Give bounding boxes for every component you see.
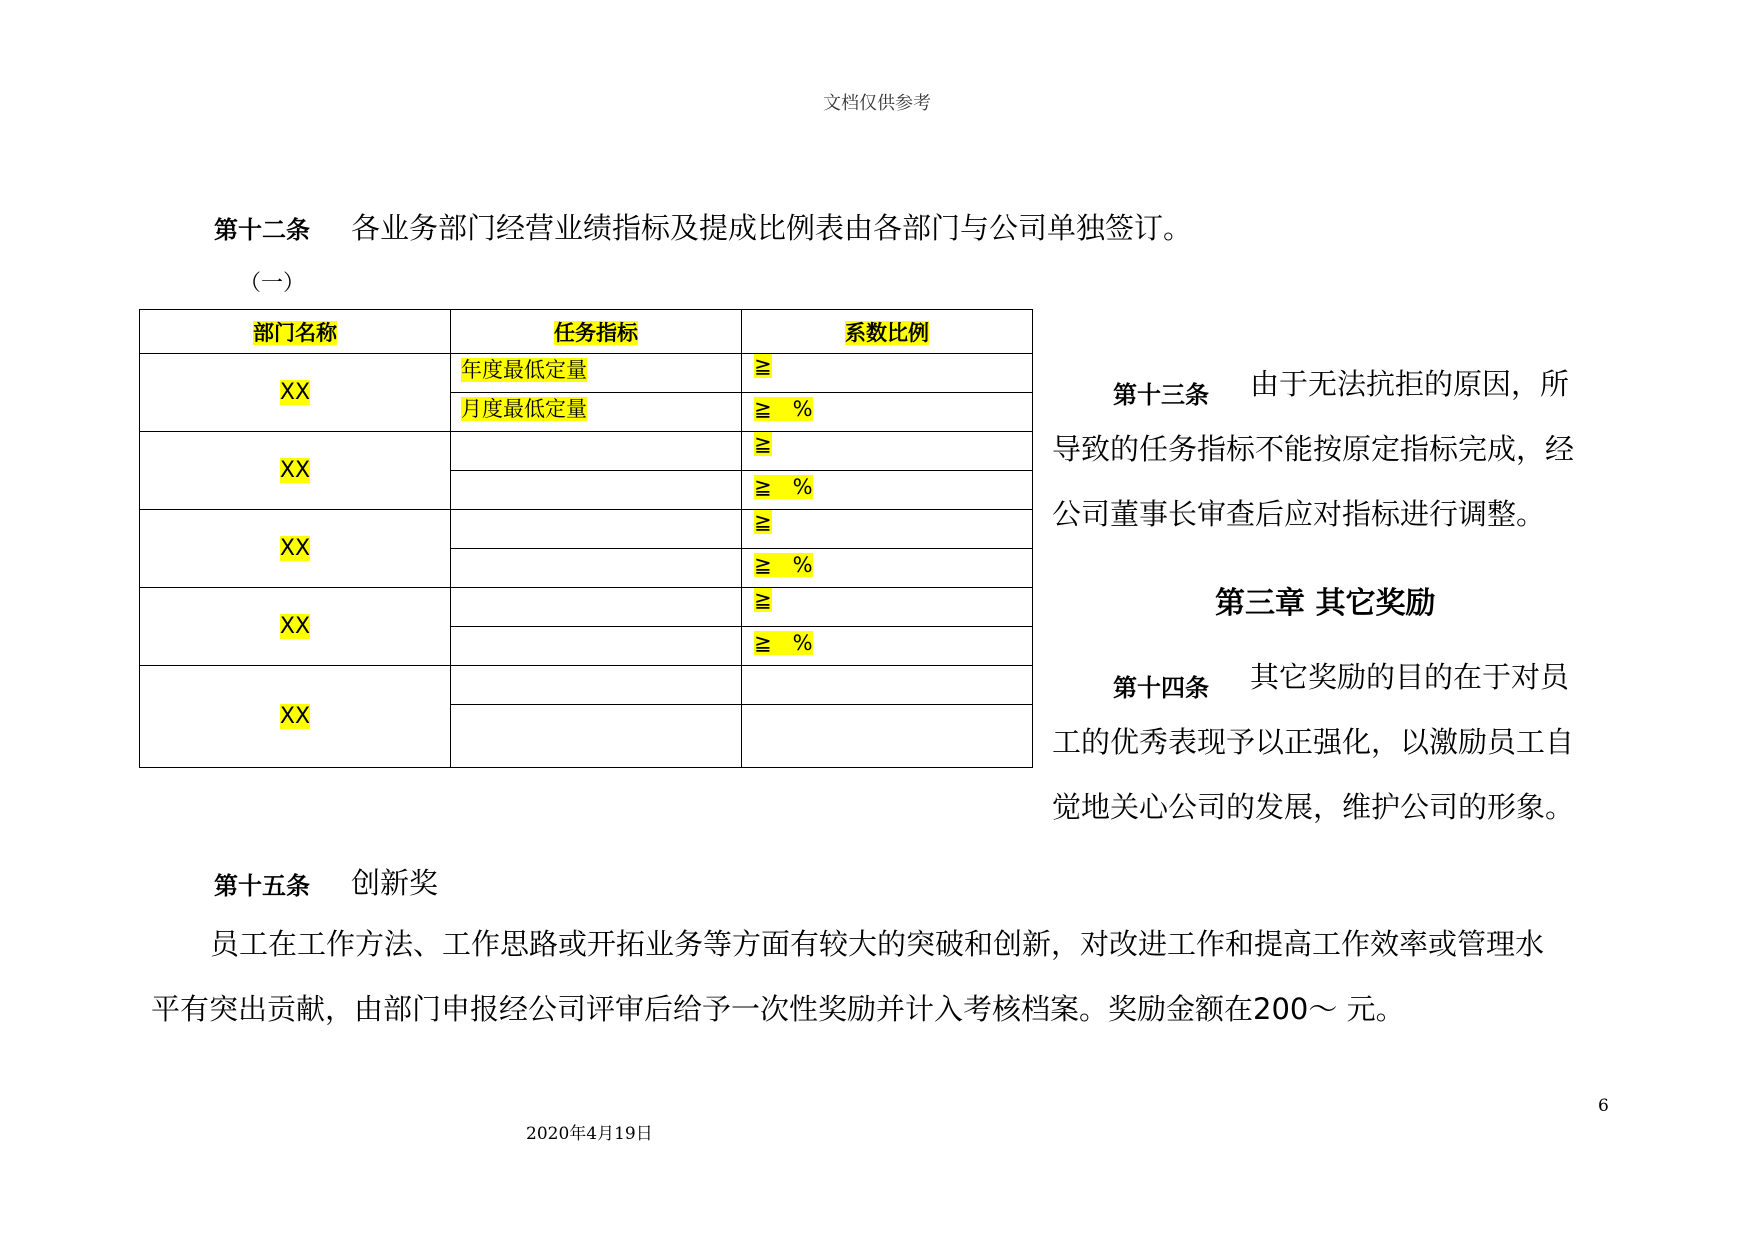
dept-name: XX <box>279 458 311 483</box>
header-ratio <box>742 310 1033 354</box>
header-task <box>451 310 742 354</box>
ratio-cell <box>742 432 1033 471</box>
ratio-value: ≧ <box>754 510 772 534</box>
table-row <box>140 588 1033 627</box>
ratio-cell <box>742 588 1033 627</box>
ratio-value: ≧ <box>754 354 772 378</box>
header-note: 文档仅供参考 <box>823 93 931 114</box>
ratio-cell <box>742 354 1033 393</box>
header-dept-label: 部门名称 <box>253 320 337 345</box>
ratio-value: ≧ % <box>754 397 813 421</box>
dept-name: XX <box>279 614 311 639</box>
page-number: 6 <box>1598 1096 1609 1116</box>
article-15-title: 创新奖 <box>351 866 439 900</box>
dept-cell <box>140 666 451 768</box>
ratio-cell <box>742 705 1033 768</box>
dept-name: XX <box>279 536 311 561</box>
ratio-cell <box>742 471 1033 510</box>
article-14-line-1: 其它奖励的目的在于对员 <box>1250 660 1570 694</box>
dept-cell <box>140 354 451 432</box>
ratio-cell <box>742 393 1033 432</box>
task-cell <box>451 432 742 471</box>
ratio-cell <box>742 510 1033 549</box>
article-13-line-2: 导致的任务指标不能按原定指标完成，经 <box>1052 432 1575 466</box>
table-row <box>140 432 1033 471</box>
dept-name: XX <box>279 704 311 729</box>
table-row <box>140 666 1033 705</box>
task-label: 月度最低定量 <box>461 397 587 421</box>
article-14-line-2: 工的优秀表现予以正强化，以激励员工自 <box>1052 725 1575 759</box>
table-header-row <box>140 310 1033 354</box>
footer-date: 2020年4月19日 <box>526 1124 653 1144</box>
task-cell <box>451 471 742 510</box>
subsection-one: （一） <box>239 271 306 296</box>
ratio-cell <box>742 666 1033 705</box>
header-ratio-label: 系数比例 <box>845 320 929 345</box>
task-cell <box>451 627 742 666</box>
header-dept <box>140 310 451 354</box>
task-cell <box>451 705 742 768</box>
task-cell <box>451 666 742 705</box>
chapter-3-heading: 第三章 其它奖励 <box>1215 586 1436 621</box>
ratio-value: ≧ % <box>754 475 813 499</box>
ratio-cell <box>742 627 1033 666</box>
dept-cell <box>140 510 451 588</box>
task-label: 年度最低定量 <box>461 358 587 382</box>
article-15-line-2: 平有突出贡献，由部门申报经公司评审后给予一次性奖励并计入考核档案。奖励金额在200～ 元。 <box>151 992 1405 1026</box>
task-cell <box>451 354 742 393</box>
dept-name: XX <box>279 380 311 405</box>
task-cell <box>451 588 742 627</box>
article-13-number: 第十三条 <box>1113 380 1209 409</box>
task-cell <box>451 510 742 549</box>
article-13-line-3: 公司董事长审查后应对指标进行调整。 <box>1052 497 1546 531</box>
dept-cell <box>140 588 451 666</box>
dept-cell <box>140 432 451 510</box>
article-15-line-1: 员工在工作方法、工作思路或开拓业务等方面有较大的突破和创新，对改进工作和提高工作效率或管理水 <box>210 927 1545 961</box>
article-15-number: 第十五条 <box>214 871 310 900</box>
table-row <box>140 510 1033 549</box>
article-12-text: 各业务部门经营业绩指标及提成比例表由各部门与公司单独签订。 <box>351 211 1193 245</box>
ratio-cell <box>742 549 1033 588</box>
ratio-value: ≧ % <box>754 553 813 577</box>
ratio-value: ≧ <box>754 432 772 456</box>
kpi-table <box>139 309 1033 768</box>
task-cell <box>451 549 742 588</box>
article-14-number: 第十四条 <box>1113 673 1209 702</box>
article-13-line-1: 由于无法抗拒的原因，所 <box>1250 367 1570 401</box>
article-12-number: 第十二条 <box>214 215 310 244</box>
ratio-value: ≧ <box>754 588 772 612</box>
ratio-value: ≧ % <box>754 631 813 655</box>
task-cell <box>451 393 742 432</box>
header-task-label: 任务指标 <box>554 320 638 345</box>
article-14-line-3: 觉地关心公司的发展，维护公司的形象。 <box>1052 790 1575 824</box>
table-row <box>140 354 1033 393</box>
